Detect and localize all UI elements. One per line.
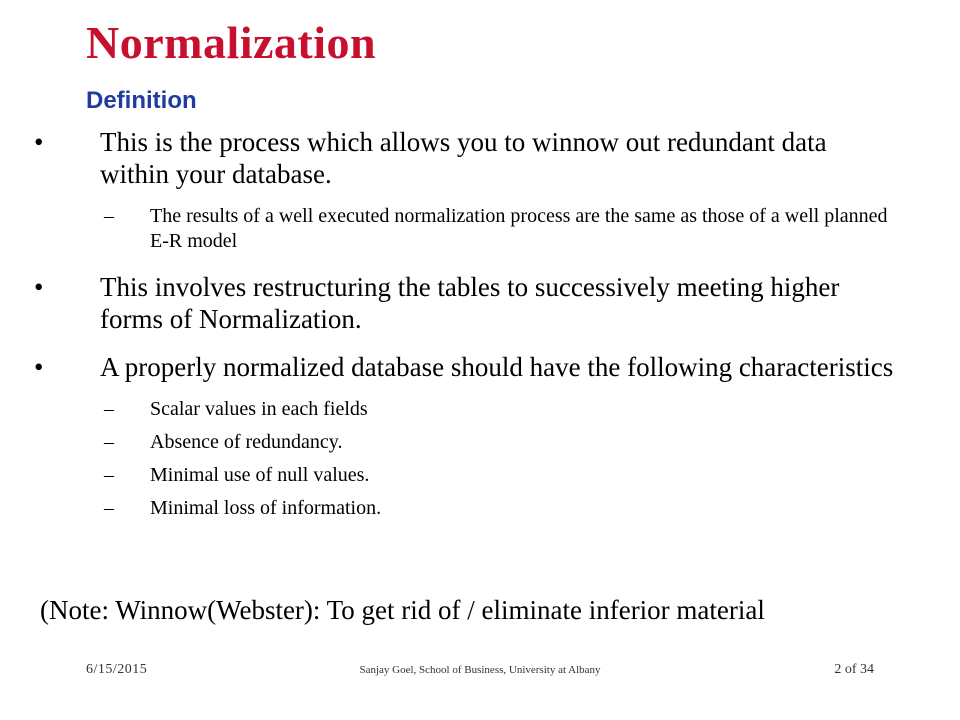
footer-page-number: 2 of 34: [834, 662, 874, 677]
dash-marker: –: [104, 398, 114, 420]
bullet-marker: •: [34, 352, 44, 382]
dash-marker: –: [104, 431, 114, 453]
footer-date: 6/15/2015: [86, 662, 148, 677]
sub-bullet-item: [0, 204, 960, 254]
bullet-item: [0, 271, 960, 335]
bullet-marker: •: [34, 272, 44, 302]
sub-bullet-text: Absence of redundancy.: [150, 431, 343, 453]
sub-bullet-text: Minimal use of null values.: [150, 464, 370, 486]
bullet-item: [0, 351, 960, 383]
slide-content: [0, 126, 960, 521]
bullet-text: This is the process which allows you to winnow out redundant data within your database.: [100, 127, 827, 189]
slide-subtitle: Definition: [86, 87, 197, 114]
sub-bullet-text: The results of a well executed normalization process are the same as those of a well planned E-R model: [150, 205, 888, 252]
bullet-item: [0, 126, 960, 190]
dash-marker: –: [104, 497, 114, 519]
bullet-marker: •: [34, 127, 44, 157]
dash-marker: –: [104, 464, 114, 486]
bullet-text: This involves restructuring the tables to successively meeting higher forms of Normalization.: [100, 272, 840, 334]
sub-bullet-text: Minimal loss of information.: [150, 497, 382, 519]
sub-bullet-item: [0, 397, 960, 422]
slide-title: Normalization: [86, 17, 377, 68]
note-text: (Note: Winnow(Webster): To get rid of / eliminate inferior material: [40, 595, 765, 625]
footer-credit: Sanjay Goel, School of Business, University at Albany: [359, 664, 601, 676]
sub-bullet-item: [0, 430, 960, 455]
sub-bullet-item: [0, 463, 960, 488]
sub-bullet-text: Scalar values in each fields: [150, 398, 368, 420]
sub-bullet-item: [0, 496, 960, 521]
dash-marker: –: [104, 205, 114, 227]
bullet-text: A properly normalized database should have the following characteristics: [100, 352, 894, 382]
